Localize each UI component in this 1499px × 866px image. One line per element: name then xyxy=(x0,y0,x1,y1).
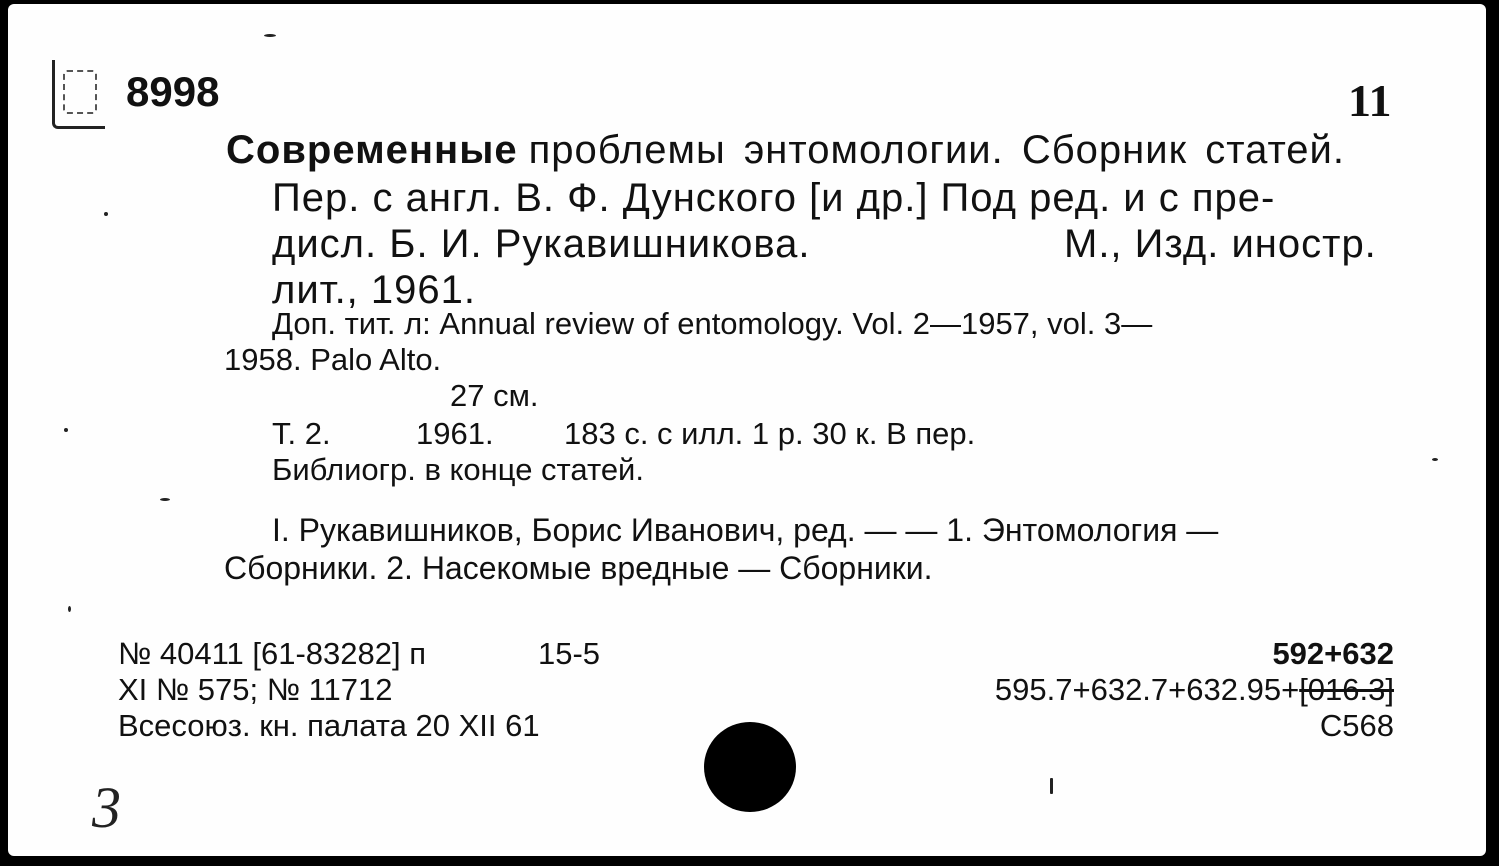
scan-speck xyxy=(64,428,68,432)
scan-speck xyxy=(1432,458,1438,461)
accession-number: 8998 xyxy=(126,68,220,115)
classification-author-mark: С568 xyxy=(1319,708,1394,743)
scan-speck xyxy=(104,212,108,216)
description-line-4: лит., 1961. xyxy=(272,268,477,312)
handwritten-mark: 3 xyxy=(92,775,121,840)
size-note: 27 см. xyxy=(450,378,539,413)
description-line-2: Пер. с англ. В. Ф. Дунского [и др.] Под ред. и с пре- xyxy=(272,176,1276,220)
catalog-card xyxy=(8,4,1486,856)
volume-label: Т. 2. xyxy=(272,416,331,451)
publisher-place: М., Изд. иностр. xyxy=(1064,222,1377,266)
tracing-line-2: Сборники. 2. Насекомые вредные — Сборники. xyxy=(224,550,933,586)
footer-print-numbers: XI № 575; № 11712 xyxy=(118,672,393,707)
volume-year: 1961. xyxy=(416,416,494,451)
description-line-3a: дисл. Б. И. Рукавишникова. xyxy=(272,222,811,266)
tracing-line-1: I. Рукавишников, Борис Иванович, ред. — — 1. Энтомология — xyxy=(272,512,1219,548)
classification-struck: [016.3] xyxy=(1299,672,1394,707)
footer-registration: № 40411 [61-83282] п xyxy=(118,636,427,671)
footer-price-code: 15-5 xyxy=(538,636,601,671)
volume-details: 183 с. с илл. 1 р. 30 к. В пер. xyxy=(564,416,976,451)
footer-chamber: Всесоюз. кн. палата 20 XII 61 xyxy=(118,708,540,743)
added-title-line-2: 1958. Palo Alto. xyxy=(224,342,442,377)
title-line-1 xyxy=(226,126,1345,173)
library-stamp-icon xyxy=(52,60,105,129)
bibliography-note: Библиогр. в конце статей. xyxy=(272,452,644,487)
scan-speck xyxy=(68,606,71,612)
classification-udc: 592+632 xyxy=(1272,636,1394,671)
punch-hole xyxy=(704,722,796,812)
scan-speck xyxy=(264,34,276,37)
title-lead-word: Современные xyxy=(226,128,518,172)
scan-speck xyxy=(1050,778,1053,794)
classification-line-2 xyxy=(995,672,1394,708)
added-title-line-1: Доп. тит. л: Annual review of entomology. Vol. 2—1957, vol. 3— xyxy=(272,306,1153,341)
scan-speck xyxy=(160,498,170,501)
title-rest: проблемы энтомологии. Сборник статей. xyxy=(528,128,1346,172)
classification-main: 595.7+632.7+632.95+ xyxy=(994,672,1300,707)
page-number: 11 xyxy=(1348,75,1392,126)
